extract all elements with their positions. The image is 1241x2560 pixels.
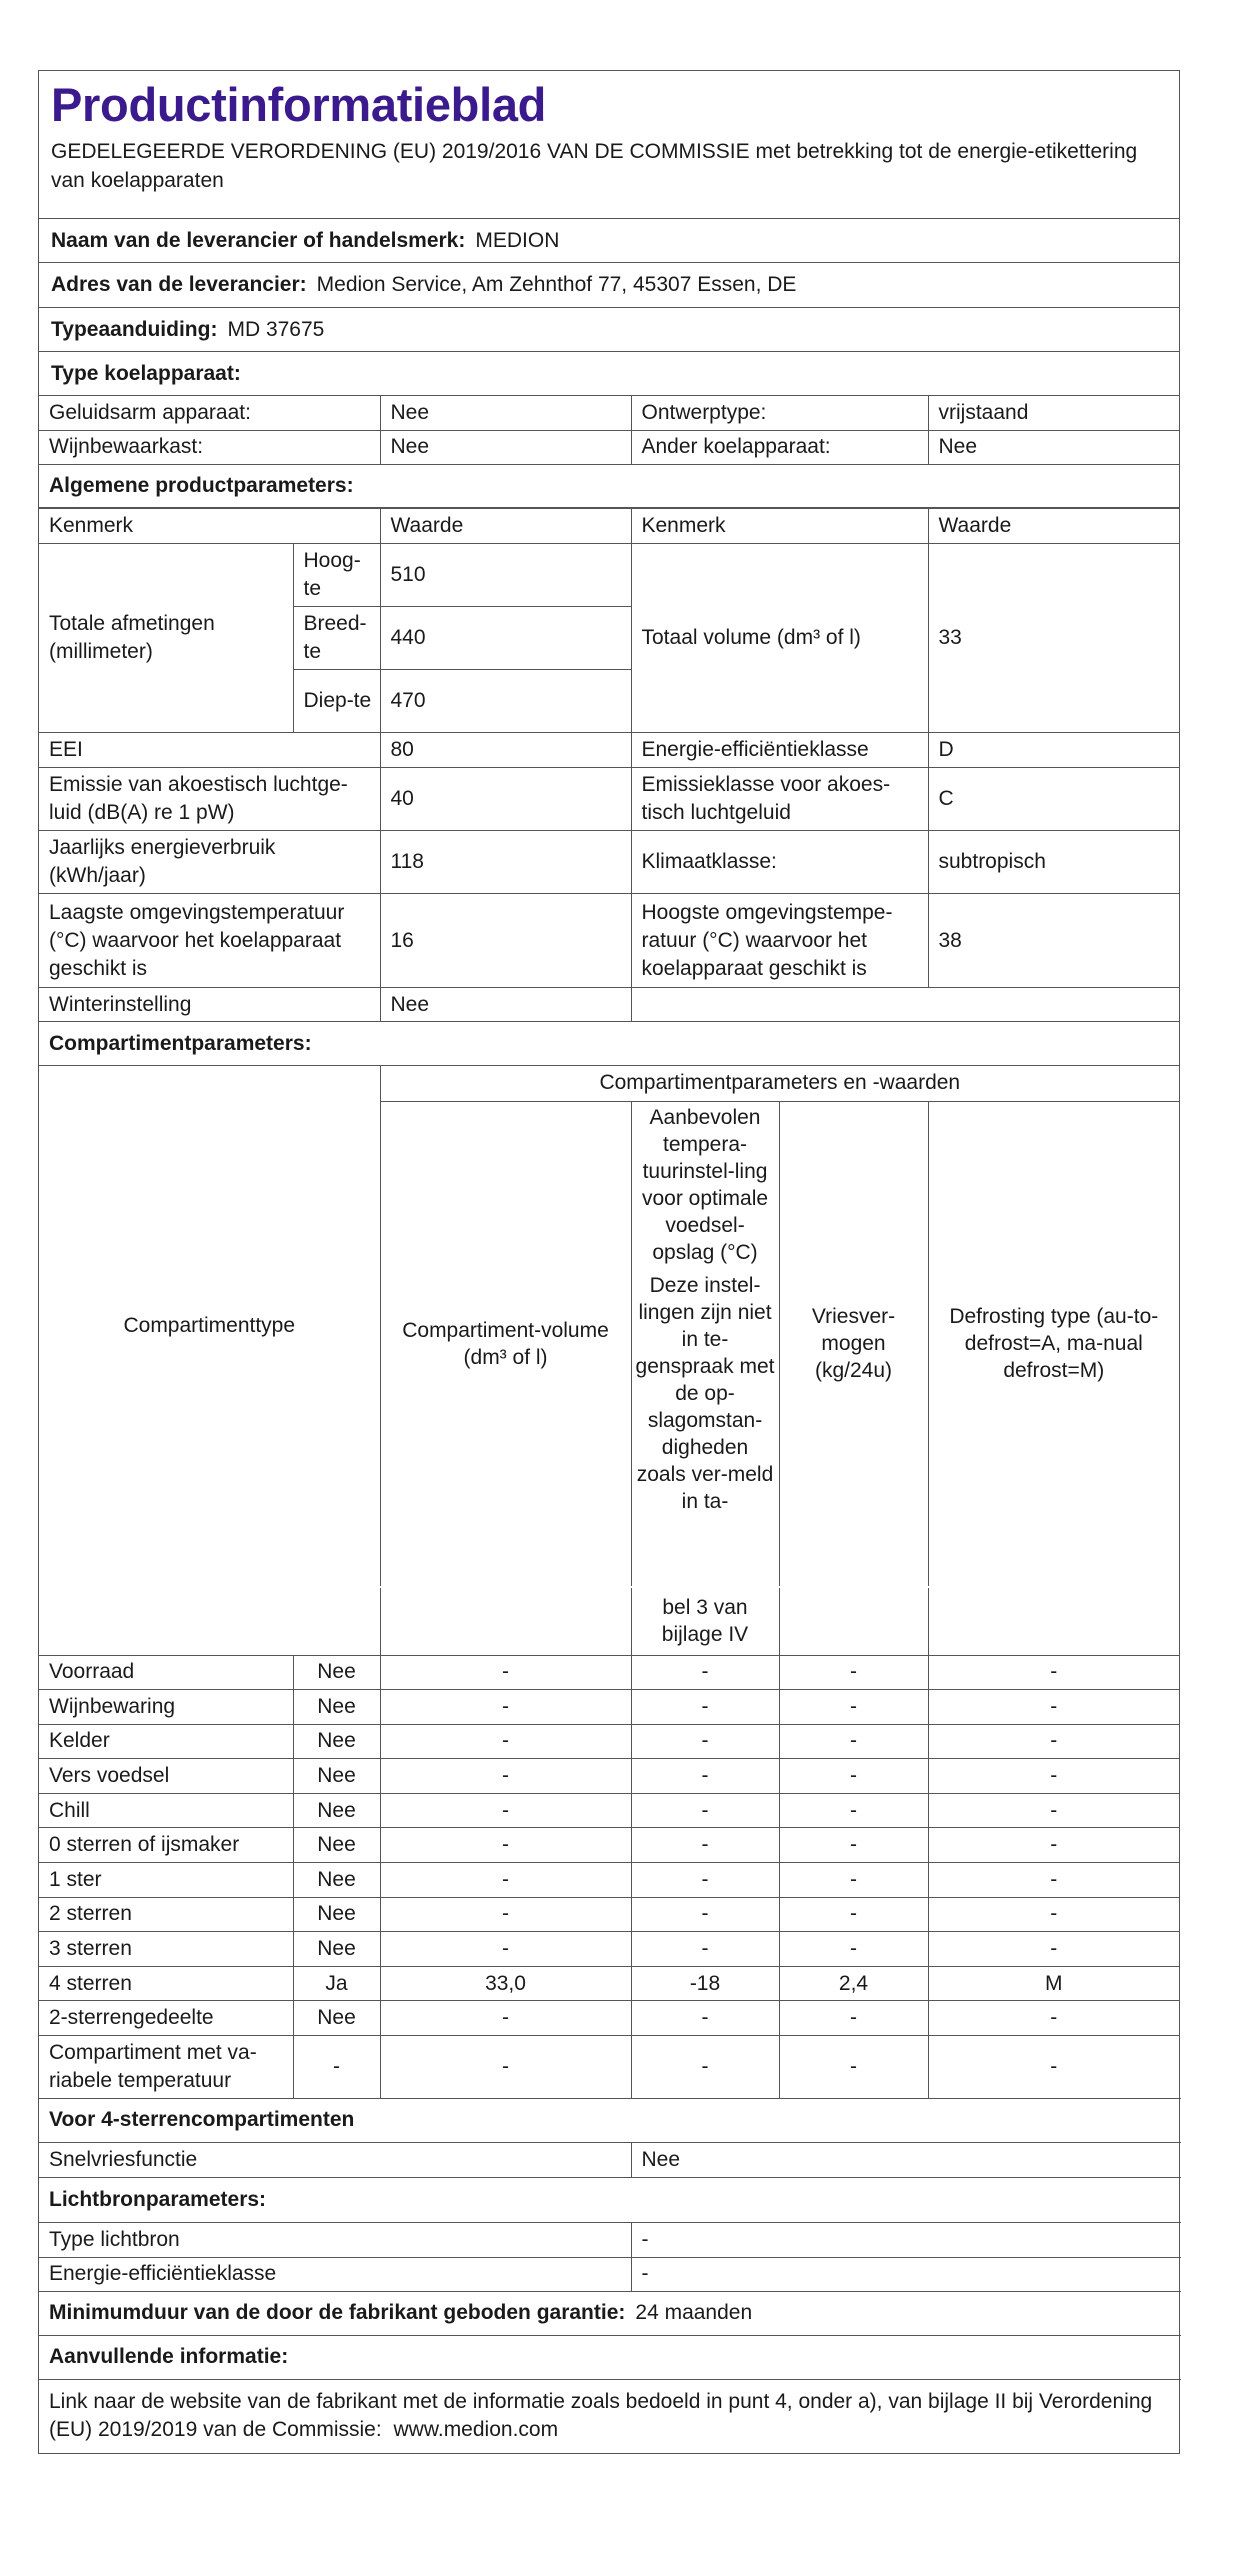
eei-label: EEI (39, 733, 380, 768)
compartment-freezing: - (779, 1828, 928, 1863)
recommended-temp-note-end: bel 3 van bijlage IV (631, 1587, 779, 1655)
warranty-label: Minimumduur van de door de fabrikant geboden garantie: (49, 2301, 626, 2325)
freeze-header-continued (779, 1587, 928, 1655)
depth-value: 470 (380, 670, 631, 733)
address-label: Adres van de leverancier: (51, 273, 307, 296)
compartment-row (39, 1863, 1179, 1898)
compartment-temp: - (631, 1690, 779, 1725)
winter-empty (631, 988, 1179, 1022)
compartment-present: Nee (293, 1932, 380, 1967)
col-feature-1: Kenmerk (39, 508, 380, 544)
volume-header-continued (380, 1587, 631, 1655)
compartment-freezing: - (779, 1724, 928, 1759)
compartment-defrost: - (928, 1690, 1179, 1725)
light-heading: Lichtbronparameters: (39, 2177, 1181, 2222)
design-value: vrijstaand (928, 395, 1179, 430)
compartment-volume: - (380, 1724, 631, 1759)
col-value-2: Waarde (928, 508, 1179, 544)
compartment-temp: - (631, 2036, 779, 2099)
compartment-volume: - (380, 2036, 631, 2099)
compartment-name: Compartiment met va-riabele temperatuur (39, 2036, 293, 2099)
climate-value: subtropisch (928, 831, 1179, 894)
compartment-table (39, 1586, 1179, 2099)
noise-class-label: Emissieklasse voor akoes-tisch luchtgeluid (631, 768, 928, 831)
additional-heading: Aanvullende informatie: (39, 2335, 1181, 2379)
compartment-volume: - (380, 1863, 631, 1898)
height-value: 510 (380, 544, 631, 607)
compartment-present: Nee (293, 1655, 380, 1690)
compartment-freezing: - (779, 2036, 928, 2099)
compartment-defrost: - (928, 1655, 1179, 1690)
energy-class-value: D (928, 733, 1179, 768)
low-noise-value: Nee (380, 395, 631, 430)
warranty-value: 24 maanden (635, 2301, 753, 2325)
fast-freeze-label: Snelvriesfunctie (39, 2142, 631, 2177)
additional-text: Link naar de website van de fabrikant met de informatie zoals bedoeld in punt 4, onder a), van bijlage II bij Verordening (EU) 2019/2019 van de Commissie: (49, 2390, 1153, 2442)
type-heading-row (39, 352, 1179, 396)
compartment-temp: - (631, 1793, 779, 1828)
compartment-defrost: - (928, 2036, 1179, 2099)
defrost-header-continued (928, 1587, 1179, 1655)
compartment-temp: - (631, 1932, 779, 1967)
compartment-name: 2-sterrengedeelte (39, 2001, 293, 2036)
eei-value: 80 (380, 733, 631, 768)
bottom-table (39, 2098, 1181, 2454)
energy-class-label: Energie-efficiëntieklasse (631, 733, 928, 768)
compartment-temp: - (631, 1897, 779, 1932)
type-table (39, 395, 1179, 509)
page-title: Productinformatieblad (51, 78, 547, 131)
light-class-label: Energie-efficiëntieklasse (39, 2257, 631, 2291)
design-label: Ontwerptype: (631, 395, 928, 430)
compartment-present: Nee (293, 1793, 380, 1828)
regulation-subtitle: GEDELEGEERDE VERORDENING (EU) 2019/2016 VAN DE COMMISSIE met betrekking tot de energie-etikettering van koelapparaten (51, 140, 1138, 192)
compartment-defrost: - (928, 1793, 1179, 1828)
compartment-row (39, 1759, 1179, 1794)
volume-label: Totaal volume (dm³ of l) (631, 544, 928, 733)
compartment-defrost: - (928, 2001, 1179, 2036)
width-value: 440 (380, 607, 631, 670)
wine-value: Nee (380, 430, 631, 464)
compartment-present: Nee (293, 2001, 380, 2036)
compartment-temp: - (631, 2001, 779, 2036)
compartment-freezing: - (779, 1690, 928, 1725)
compartment-temp: - (631, 1863, 779, 1898)
additional-info (39, 2379, 1181, 2453)
compartment-defrost: M (928, 1966, 1179, 2001)
compartment-defrost: - (928, 1724, 1179, 1759)
compartment-row (39, 1724, 1179, 1759)
compartment-row (39, 1897, 1179, 1932)
compartment-volume: - (380, 2001, 631, 2036)
compartment-volume: - (380, 1932, 631, 1967)
compartment-freezing: - (779, 2001, 928, 2036)
light-type-label: Type lichtbron (39, 2222, 631, 2257)
compartment-defrost: - (928, 1863, 1179, 1898)
compartment-present: Ja (293, 1966, 380, 2001)
energy-consumption-value: 118 (380, 831, 631, 894)
compartment-row (39, 2001, 1179, 2036)
compartment-temp: - (631, 1759, 779, 1794)
compartment-freezing: - (779, 1863, 928, 1898)
compartment-type-header: Compartimenttype (39, 1065, 380, 1586)
height-label: Hoog-te (293, 544, 380, 607)
model-label: Typeaanduiding: (51, 317, 218, 341)
compartment-row (39, 1828, 1179, 1863)
compartment-temp: -18 (631, 1966, 779, 2001)
compartment-present: Nee (293, 1690, 380, 1725)
compartment-name: Chill (39, 1793, 293, 1828)
noise-class-value: C (928, 768, 1179, 831)
address-row (39, 263, 1179, 308)
freezing-capacity-header: Vriesver-mogen (kg/24u) (779, 1101, 928, 1586)
compartment-name: 2 sterren (39, 1897, 293, 1932)
compartment-present: Nee (293, 1897, 380, 1932)
col-value-1: Waarde (380, 508, 631, 544)
supplier-row (39, 219, 1179, 263)
compartment-defrost: - (928, 1932, 1179, 1967)
compartment-name: Vers voedsel (39, 1759, 293, 1794)
compartment-name: 4 sterren (39, 1966, 293, 2001)
compartment-header-table (39, 1065, 1179, 1587)
min-temp-label: Laagste omgevingstemperatuur (°C) waarvoor het koelapparaat geschikt is (39, 894, 380, 988)
light-class-value: - (631, 2257, 1181, 2291)
compartment-volume: - (380, 1793, 631, 1828)
max-temp-label: Hoogste omgevingstempe-ratuur (°C) waarvoor het koelapparaat geschikt is (631, 894, 928, 988)
compartment-name: 1 ster (39, 1863, 293, 1898)
compartment-temp: - (631, 1724, 779, 1759)
compartment-volume: - (380, 1897, 631, 1932)
type-header-continued (39, 1587, 380, 1655)
warranty-row (39, 2291, 1181, 2335)
compartment-present: Nee (293, 1863, 380, 1898)
compartment-row (39, 1932, 1179, 1967)
compartment-volume: - (380, 1759, 631, 1794)
low-noise-label: Geluidsarm apparaat: (39, 395, 380, 430)
noise-value: 40 (380, 768, 631, 831)
compartment-temp: - (631, 1828, 779, 1863)
defrost-type-header: Defrosting type (au-to-defrost=A, ma-nual defrost=M) (928, 1101, 1179, 1586)
compartment-row (39, 1655, 1179, 1690)
winter-label: Winterinstelling (39, 988, 380, 1022)
compartment-name: Wijnbewaring (39, 1690, 293, 1725)
model-row (39, 308, 1179, 352)
compartment-volume-header: Compartiment-volume (dm³ of l) (380, 1101, 631, 1586)
climate-label: Klimaatklasse: (631, 831, 928, 894)
compartment-row (39, 1966, 1179, 2001)
supplier-label: Naam van de leverancier of handelsmerk: (51, 228, 466, 252)
compartment-row (39, 1793, 1179, 1828)
compartment-volume: 33,0 (380, 1966, 631, 2001)
dims-label: Totale afmetingen (millimeter) (39, 544, 293, 733)
other-value: Nee (928, 430, 1179, 464)
compartment-present: Nee (293, 1724, 380, 1759)
general-heading: Algemene productparameters: (39, 464, 1179, 508)
noise-label: Emissie van akoestisch luchtge-luid (dB(A) re 1 pW) (39, 768, 380, 831)
compartment-row (39, 2036, 1179, 2099)
recommended-temp-note: Deze instel-lingen zijn niet in te-genspraak met de op-slagomstan-digheden zoals ver-meld in ta- (635, 1273, 775, 1513)
four-star-heading: Voor 4-sterrencompartimenten (39, 2098, 1181, 2142)
compartment-name: 0 sterren of ijsmaker (39, 1828, 293, 1863)
min-temp-value: 16 (380, 894, 631, 988)
energy-consumption-label: Jaarlijks energieverbruik (kWh/jaar) (39, 831, 380, 894)
compartment-volume: - (380, 1655, 631, 1690)
compartment-freezing: - (779, 1932, 928, 1967)
compartment-rows (39, 1655, 1179, 2099)
compartment-defrost: - (928, 1828, 1179, 1863)
compartment-freezing: - (779, 1897, 928, 1932)
compartment-name: Voorraad (39, 1655, 293, 1690)
compartment-freezing: 2,4 (779, 1966, 928, 2001)
compartment-freezing: - (779, 1655, 928, 1690)
compartment-freezing: - (779, 1759, 928, 1794)
max-temp-value: 38 (928, 894, 1179, 988)
title-block (39, 71, 1179, 219)
model-value: MD 37675 (227, 317, 325, 341)
compartment-defrost: - (928, 1897, 1179, 1932)
volume-value: 33 (928, 544, 1179, 733)
col-feature-2: Kenmerk (631, 508, 928, 544)
wine-label: Wijnbewaarkast: (39, 430, 380, 464)
depth-label: Diep-te (293, 670, 380, 733)
compartment-present: Nee (293, 1759, 380, 1794)
fast-freeze-value: Nee (631, 2142, 1181, 2177)
compartment-defrost: - (928, 1759, 1179, 1794)
type-heading: Type koelapparaat: (51, 361, 241, 385)
width-label: Breed-te (293, 607, 380, 670)
compartment-volume: - (380, 1828, 631, 1863)
compartment-name: 3 sterren (39, 1932, 293, 1967)
recommended-temp-text: Aanbevolen tempera-tuurinstel-ling voor optimale voedsel-opslag (°C) (641, 1105, 769, 1264)
supplier-value: MEDION (475, 228, 560, 252)
compartment-present: Nee (293, 1828, 380, 1863)
compartment-name: Kelder (39, 1724, 293, 1759)
winter-value: Nee (380, 988, 631, 1022)
compartment-row (39, 1690, 1179, 1725)
compartment-temp: - (631, 1655, 779, 1690)
address-value: Medion Service, Am Zehnthof 77, 45307 Essen, DE (316, 273, 797, 296)
compartment-freezing: - (779, 1793, 928, 1828)
other-label: Ander koelapparaat: (631, 430, 928, 464)
light-type-value: - (631, 2222, 1181, 2257)
compartment-group-header: Compartimentparameters en -waarden (380, 1065, 1179, 1101)
compartments-heading: Compartimentparameters: (39, 1022, 1179, 1066)
general-table (39, 507, 1179, 1066)
manufacturer-link[interactable]: www.medion.com (393, 2418, 559, 2442)
compartment-volume: - (380, 1690, 631, 1725)
recommended-temp-header (631, 1101, 779, 1586)
product-information-sheet (38, 70, 1180, 2454)
compartment-present: - (293, 2036, 380, 2099)
